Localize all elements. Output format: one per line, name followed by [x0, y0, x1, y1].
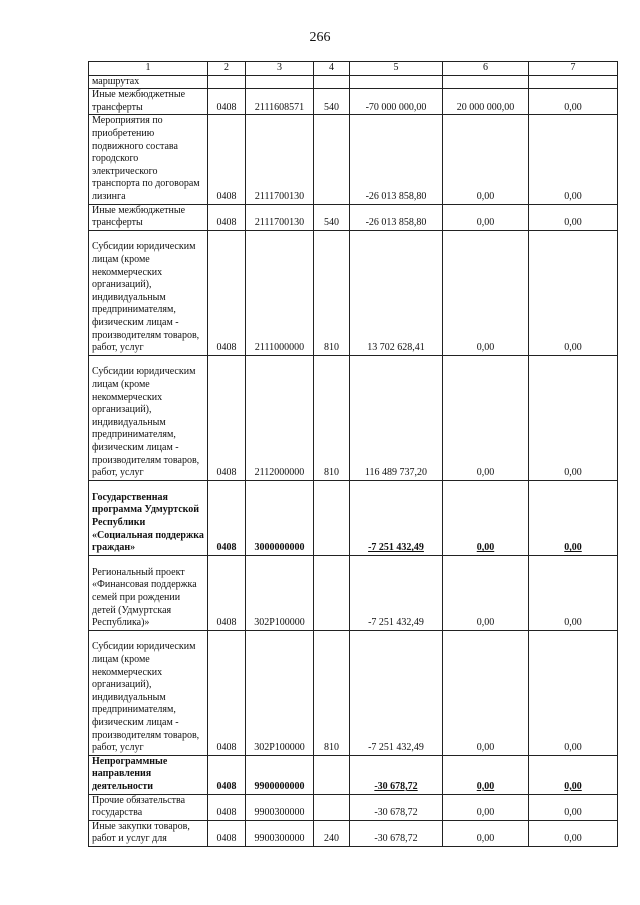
row-section: 0408	[208, 480, 246, 555]
col-header-5: 5	[350, 62, 443, 76]
row-amount-6: 0,00	[443, 820, 529, 846]
row-csr: 3000000000	[246, 480, 314, 555]
row-amount-6: 0,00	[443, 630, 529, 755]
budget-table	[88, 61, 618, 847]
row-name: Субсидии юридическим лицам (кроме некоммерческих организаций), индивидуальным предпринимателям, физическим лицам - производителям товаров, работ, услуг	[89, 355, 208, 480]
row-vr: 540	[314, 204, 350, 230]
row-vr: 540	[314, 89, 350, 115]
table-row	[89, 89, 618, 115]
row-name: Иные межбюджетные трансферты	[89, 89, 208, 115]
page-number: 266	[309, 30, 331, 45]
table-row	[89, 204, 618, 230]
row-section: 0408	[208, 794, 246, 820]
header-row	[89, 62, 618, 76]
row-amount-6: 0,00	[443, 555, 529, 630]
col-header-2: 2	[208, 62, 246, 76]
row-name: Прочие обязательства государства	[89, 794, 208, 820]
table-row	[89, 75, 618, 89]
row-section: 0408	[208, 355, 246, 480]
table-row	[89, 630, 618, 755]
row-section: 0408	[208, 555, 246, 630]
row-amount-6: 0,00	[443, 480, 529, 555]
row-amount-7: 0,00	[529, 820, 618, 846]
table-row	[89, 355, 618, 480]
row-csr: 2111700130	[246, 115, 314, 204]
row-amount-6: 0,00	[443, 204, 529, 230]
row-amount-5	[350, 75, 443, 89]
row-amount-7: 0,00	[529, 115, 618, 204]
row-section: 0408	[208, 230, 246, 355]
row-section: 0408	[208, 820, 246, 846]
row-amount-7: 0,00	[529, 755, 618, 794]
row-csr: 9900300000	[246, 794, 314, 820]
row-csr: 2111000000	[246, 230, 314, 355]
row-vr	[314, 480, 350, 555]
row-csr: 9900000000	[246, 755, 314, 794]
row-csr: 2111608571	[246, 89, 314, 115]
row-csr	[246, 75, 314, 89]
row-name: Иные межбюджетные трансферты	[89, 204, 208, 230]
row-csr: 302P100000	[246, 630, 314, 755]
row-vr: 810	[314, 355, 350, 480]
row-name: Субсидии юридическим лицам (кроме некоммерческих организаций), индивидуальным предпринимателям, физическим лицам - производителям товаров, работ, услуг	[89, 230, 208, 355]
row-amount-5: -26 013 858,80	[350, 115, 443, 204]
row-name: Иные закупки товаров, работ и услуг для	[89, 820, 208, 846]
col-header-4: 4	[314, 62, 350, 76]
table-row	[89, 480, 618, 555]
row-amount-5: -30 678,72	[350, 755, 443, 794]
col-header-3: 3	[246, 62, 314, 76]
row-vr: 240	[314, 820, 350, 846]
row-vr	[314, 794, 350, 820]
row-amount-7: 0,00	[529, 555, 618, 630]
row-section: 0408	[208, 204, 246, 230]
row-csr: 302P100000	[246, 555, 314, 630]
row-amount-7: 0,00	[529, 630, 618, 755]
col-header-7: 7	[529, 62, 618, 76]
row-section: 0408	[208, 115, 246, 204]
table-row	[89, 230, 618, 355]
row-amount-6: 0,00	[443, 355, 529, 480]
row-amount-6: 0,00	[443, 755, 529, 794]
row-amount-5: -70 000 000,00	[350, 89, 443, 115]
row-csr: 2111700130	[246, 204, 314, 230]
table-body	[89, 75, 618, 846]
row-name: Субсидии юридическим лицам (кроме некоммерческих организаций), индивидуальным предпринимателям, физическим лицам - производителям товаров, работ, услуг	[89, 630, 208, 755]
row-vr	[314, 115, 350, 204]
row-amount-7: 0,00	[529, 794, 618, 820]
row-name: Непрограммные направления деятельности	[89, 755, 208, 794]
row-vr: 810	[314, 630, 350, 755]
row-section: 0408	[208, 89, 246, 115]
row-amount-7	[529, 75, 618, 89]
row-amount-5: -7 251 432,49	[350, 480, 443, 555]
row-amount-5: 13 702 628,41	[350, 230, 443, 355]
row-amount-7: 0,00	[529, 480, 618, 555]
table-row	[89, 555, 618, 630]
row-amount-7: 0,00	[529, 89, 618, 115]
row-amount-7: 0,00	[529, 230, 618, 355]
row-amount-6	[443, 75, 529, 89]
row-csr: 2112000000	[246, 355, 314, 480]
row-vr: 810	[314, 230, 350, 355]
row-amount-5: -30 678,72	[350, 794, 443, 820]
row-name: Государственная программа Удмуртской Республики «Социальная поддержка граждан»	[89, 480, 208, 555]
row-amount-7: 0,00	[529, 355, 618, 480]
row-amount-5: -30 678,72	[350, 820, 443, 846]
row-name: Мероприятия по приобретению подвижного состава городского электрического транспорта по договорам лизинга	[89, 115, 208, 204]
row-vr	[314, 755, 350, 794]
col-header-6: 6	[443, 62, 529, 76]
row-section	[208, 75, 246, 89]
row-vr	[314, 555, 350, 630]
table-row	[89, 794, 618, 820]
table-row	[89, 115, 618, 204]
row-amount-7: 0,00	[529, 204, 618, 230]
row-amount-5: -7 251 432,49	[350, 630, 443, 755]
table-row	[89, 820, 618, 846]
row-name: маршрутах	[89, 75, 208, 89]
table-row	[89, 755, 618, 794]
row-amount-5: -7 251 432,49	[350, 555, 443, 630]
row-amount-6: 0,00	[443, 230, 529, 355]
row-amount-5: -26 013 858,80	[350, 204, 443, 230]
row-amount-6: 20 000 000,00	[443, 89, 529, 115]
col-header-1: 1	[89, 62, 208, 76]
row-section: 0408	[208, 755, 246, 794]
row-amount-6: 0,00	[443, 794, 529, 820]
row-section: 0408	[208, 630, 246, 755]
row-amount-6: 0,00	[443, 115, 529, 204]
row-name: Региональный проект «Финансовая поддержка семей при рождении детей (Удмуртская Республика)»	[89, 555, 208, 630]
row-vr	[314, 75, 350, 89]
row-csr: 9900300000	[246, 820, 314, 846]
row-amount-5: 116 489 737,20	[350, 355, 443, 480]
